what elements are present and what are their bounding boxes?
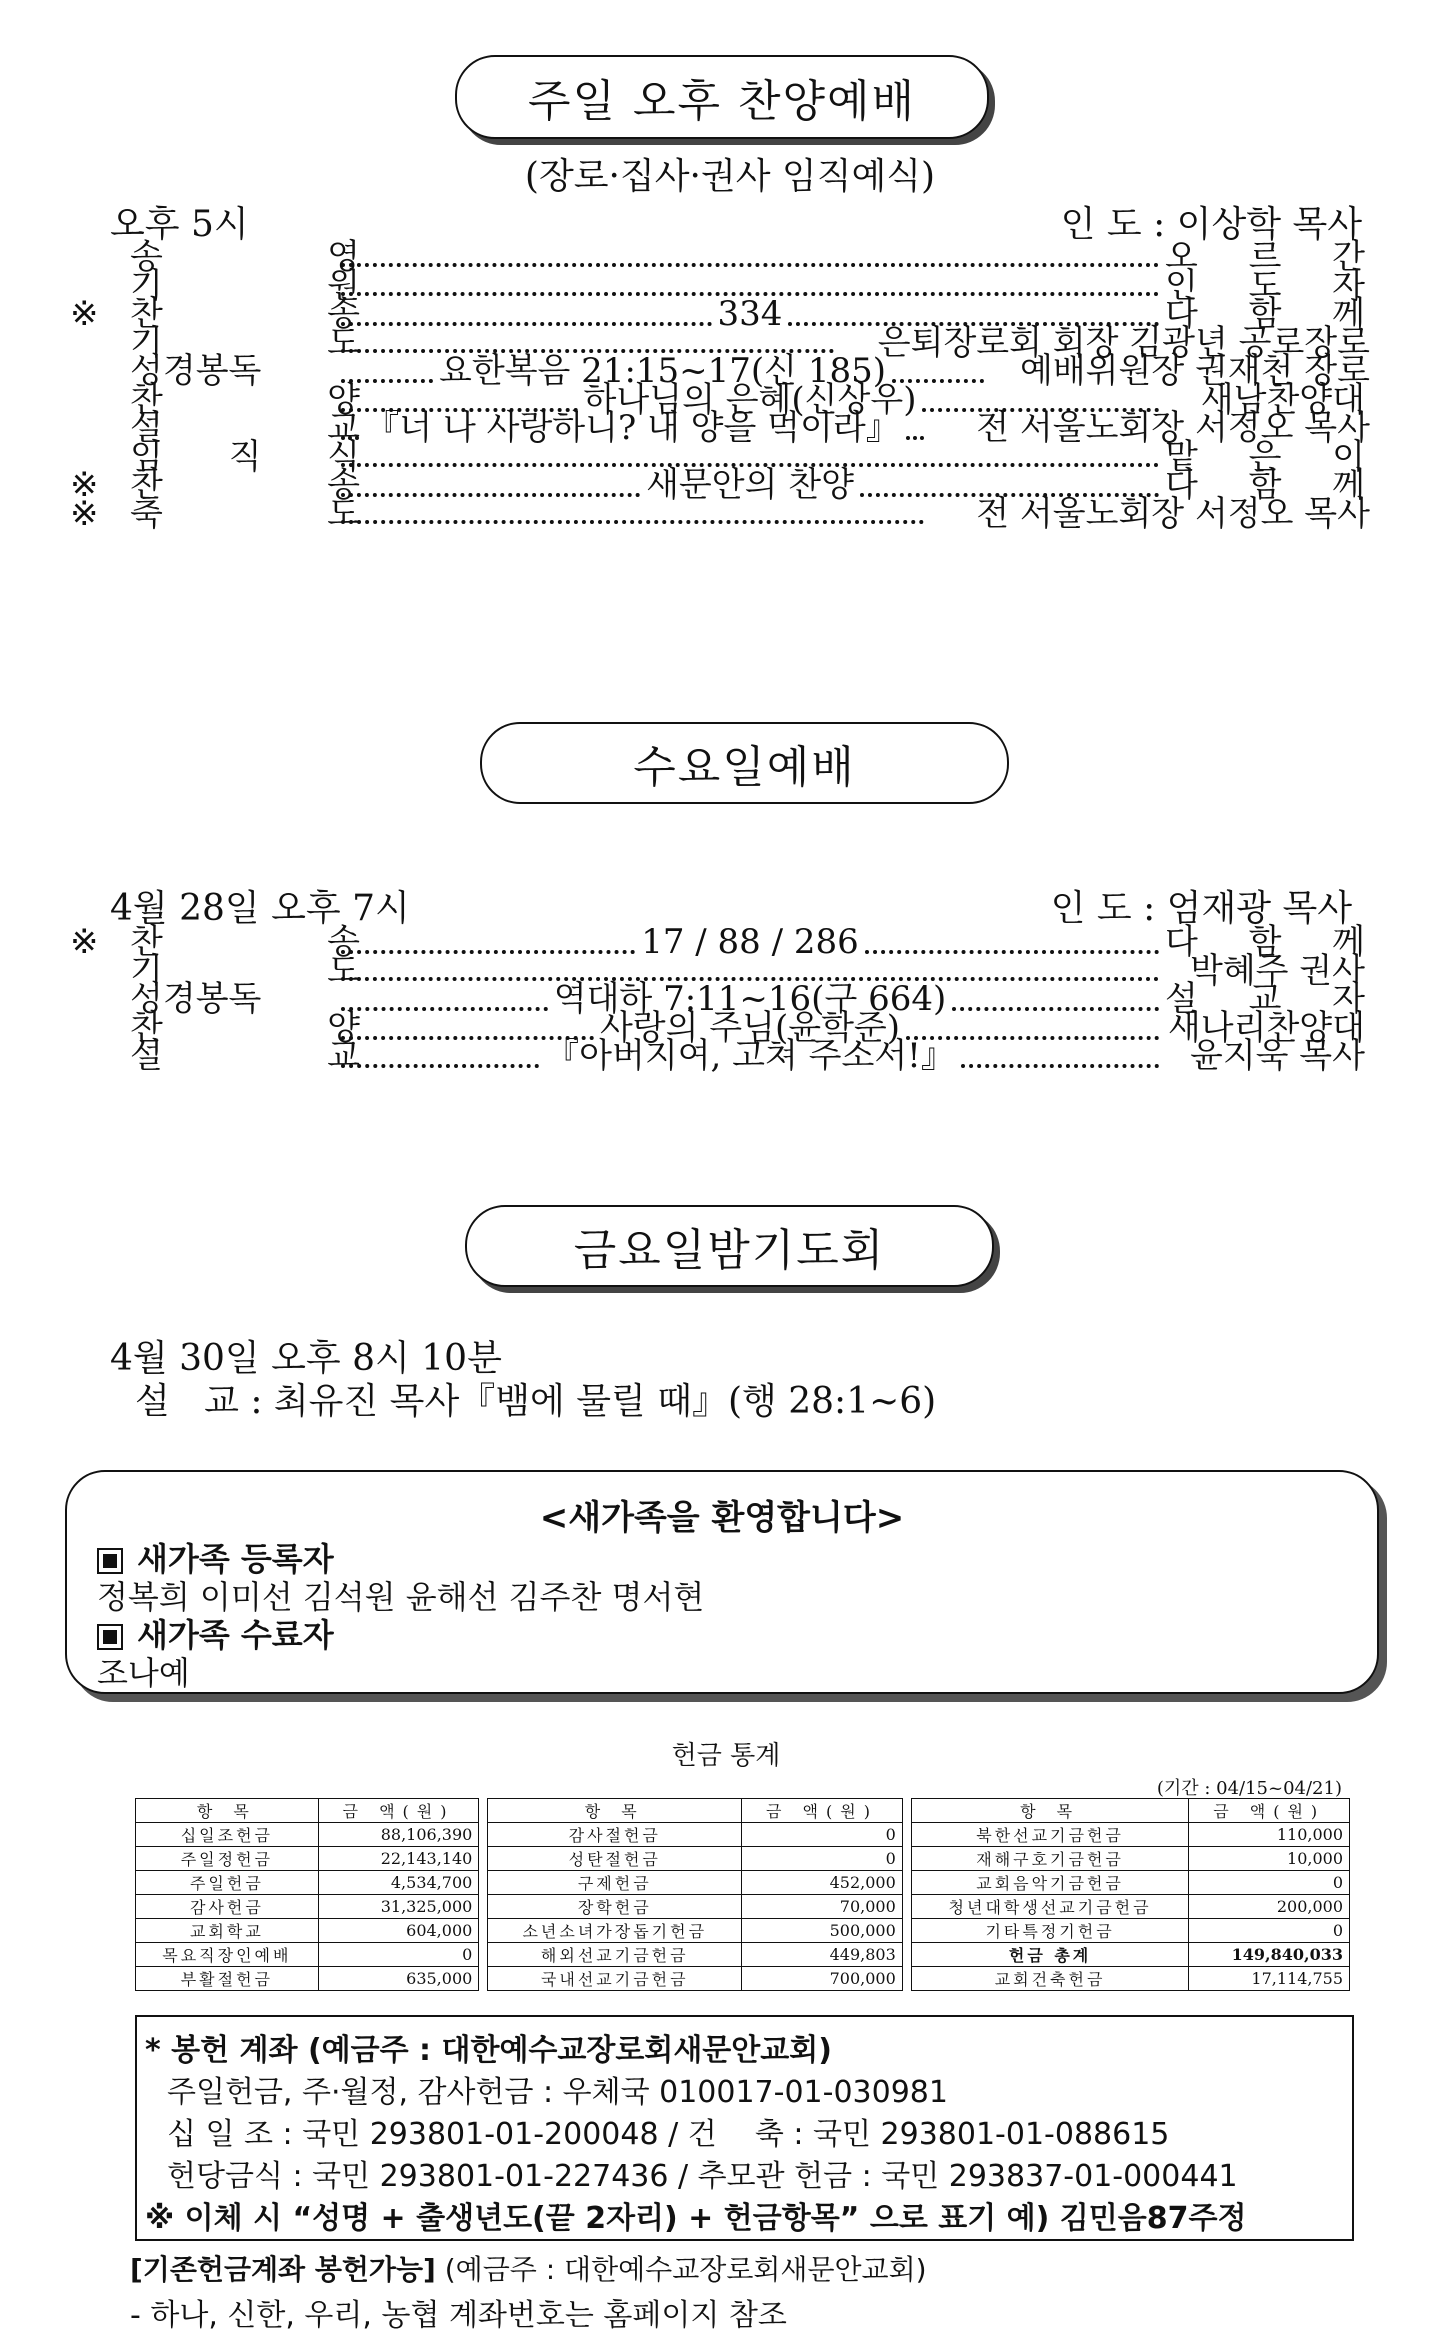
friday-title-box	[465, 1205, 994, 1287]
offering-item: 감사절헌금	[488, 1823, 742, 1847]
order-label-char: 송	[327, 465, 360, 505]
offering-item: 교회건축헌금	[911, 1967, 1189, 1991]
offering-amount: 70,000	[742, 1895, 903, 1919]
offering-item: 교회음악기금헌금	[911, 1871, 1189, 1895]
order-label	[130, 265, 360, 306]
order-person-char: 다	[1165, 465, 1198, 505]
order-person-char: 함	[1248, 922, 1282, 962]
col-header-item: 항 목	[136, 1799, 319, 1823]
offering-item: 성탄절헌금	[488, 1847, 742, 1871]
order-person-char: 르	[1248, 237, 1282, 277]
offering-amount: 700,000	[742, 1967, 903, 1991]
order-content: 17 / 88 / 286	[641, 922, 859, 962]
order-person-char: 도	[1248, 265, 1282, 306]
order-label-char: 설	[130, 408, 163, 448]
leader-dots	[961, 1044, 1159, 1068]
table-row	[136, 1871, 1350, 1895]
account-transfer-note: ※ 이체 시 “성명 + 출생년도(끝 2자리) + 헌금항목” 으로 표기 예) 김민음87주정	[145, 2201, 1247, 2236]
leader-dots	[952, 987, 1159, 1011]
order-label-char: 도	[327, 322, 360, 363]
order-person-char: 간	[1332, 237, 1365, 277]
friday-sermon: 설 교 : 최유진 목사『뱀에 물릴 때』(행 28:1~6)	[135, 1381, 937, 1422]
order-label	[130, 1036, 360, 1076]
order-label	[130, 237, 360, 277]
sunday-time: 오후 5시	[110, 204, 249, 245]
friday-title: 금요일밤기도회	[573, 1225, 886, 1276]
order-person: 전 서울노회장 서정오 목사	[976, 408, 1370, 448]
table-row	[136, 1967, 1350, 1991]
offering-amount: 0	[318, 1943, 479, 1967]
order-person-char: 다	[1165, 922, 1198, 962]
order-label-char: 임	[130, 436, 163, 477]
offering-amount: 10,000	[1189, 1847, 1350, 1871]
order-person: 은퇴장로회 회장 김광년 공로장로	[877, 322, 1370, 363]
order-label-char: 찬	[130, 465, 163, 505]
table-row	[136, 1895, 1350, 1919]
offering-amount: 0	[1189, 1919, 1350, 1943]
col-header-amount: 금 액(원)	[318, 1799, 479, 1823]
order-label-text: 성경봉독	[130, 351, 262, 391]
order-label-char: 기	[130, 950, 163, 991]
order-label-char: 찬	[130, 379, 163, 420]
order-label	[130, 436, 360, 477]
offering-amount: 604,000	[318, 1919, 479, 1943]
order-label-char: 송	[130, 237, 163, 277]
order-person: 예배위원장 권재천 장로	[1019, 351, 1370, 391]
order-label-char: 찬	[130, 294, 163, 334]
offering-item: 부활절헌금	[136, 1967, 319, 1991]
offering-amount: 22,143,140	[318, 1847, 479, 1871]
order-label-char: 송	[327, 922, 360, 962]
wednesday-leader: 인 도 : 엄재광 목사	[1050, 888, 1352, 929]
order-row	[70, 1036, 1370, 1076]
order-label-char: 송	[327, 294, 360, 334]
order-label	[130, 922, 360, 962]
newfamily-registered-names: 정복희 이미선 김석원 윤해선 김주찬 명서현	[97, 1578, 705, 1616]
leader-dots	[341, 957, 1159, 981]
order-label	[130, 1007, 360, 1048]
offering-amount: 149,840,033	[1189, 1943, 1350, 1967]
stand-mark: ※	[70, 922, 99, 962]
footer-existing-accounts: [기존헌금계좌 봉헌가능]	[130, 2253, 436, 2286]
offering-amount: 0	[742, 1823, 903, 1847]
order-body	[335, 957, 1165, 981]
col-header-item: 항 목	[488, 1799, 742, 1823]
order-label-char: 찬	[130, 922, 163, 962]
order-label	[130, 351, 360, 391]
sunday-subtitle: (장로·집사·권사 임직예식)	[524, 156, 936, 197]
account-tithe: 십 일 조 : 국민 293801-01-200048 / 건 축 : 국민 293801-01-088615	[167, 2117, 1170, 2152]
order-label-char: 양	[327, 379, 360, 420]
order-person-char: 께	[1332, 294, 1365, 334]
offering-item: 북한선교기금헌금	[911, 1823, 1189, 1847]
offering-item: 목요직장인예배	[136, 1943, 319, 1967]
order-body	[335, 1036, 1165, 1076]
order-body	[335, 408, 930, 448]
leader-dots	[341, 473, 640, 497]
order-person-char: 다	[1165, 294, 1198, 334]
order-label-char: 도	[327, 493, 360, 534]
order-body	[335, 272, 1165, 296]
order-person	[1165, 1036, 1365, 1076]
order-person-char: 오	[1165, 237, 1198, 277]
footer-line1	[130, 2248, 927, 2288]
order-content: 새문안의 찬양	[646, 465, 854, 505]
table-row	[136, 1943, 1350, 1967]
order-person-char: 께	[1332, 465, 1365, 505]
order-content: 『아버지여, 고쳐 주소서!』	[545, 1036, 955, 1076]
stand-mark: ※	[70, 465, 99, 505]
account-info-box	[135, 2015, 1354, 2241]
order-content: 사랑의 주님(윤학준)	[599, 1007, 901, 1048]
order-label-char: 교	[327, 1036, 360, 1076]
order-person-char: 함	[1248, 294, 1282, 334]
order-person-text: 윤지욱 목사	[1189, 1036, 1365, 1076]
offering-amount: 0	[742, 1847, 903, 1871]
order-label-char: 기	[130, 265, 163, 306]
leader-dots	[341, 987, 548, 1011]
order-person-text: 새남찬양대	[1200, 379, 1365, 420]
footer-account-holder: (예금주 : 대한예수교장로회새문안교회)	[435, 2253, 927, 2286]
order-label-char: 양	[327, 1007, 360, 1048]
order-label-char: 기	[130, 322, 163, 363]
order-person-char: 맡	[1165, 436, 1198, 477]
offering-item: 헌금 총계	[911, 1943, 1189, 1967]
offering-title: 헌금 통계	[671, 1741, 781, 1771]
order-row	[70, 493, 1370, 534]
offering-amount: 4,534,700	[318, 1871, 479, 1895]
order-label-char: 영	[327, 237, 360, 277]
order-content: 334	[717, 294, 783, 334]
order-content: 『너 나 사랑하니? 내 양을 먹이라』	[365, 408, 900, 448]
offering-item: 소년소녀가장돕기헌금	[488, 1919, 742, 1943]
order-label-char: 직	[228, 436, 262, 477]
leader-dots	[341, 243, 1159, 267]
offering-amount: 17,114,755	[1189, 1967, 1350, 1991]
offering-table	[135, 1798, 1350, 1991]
offering-item: 교회학교	[136, 1919, 319, 1943]
order-label-char: 교	[327, 408, 360, 448]
order-body	[335, 500, 930, 524]
offering-amount: 31,325,000	[318, 1895, 479, 1919]
order-person-text: 새나리찬양대	[1167, 1007, 1365, 1048]
wednesday-title-box	[480, 722, 1009, 804]
order-row	[70, 922, 1370, 962]
offering-amount: 88,106,390	[318, 1823, 479, 1847]
wednesday-title: 수요일예배	[633, 742, 856, 793]
order-label-char: 설	[130, 1036, 163, 1076]
order-person-char: 자	[1332, 979, 1365, 1019]
order-label-char: 찬	[130, 1007, 163, 1048]
stand-mark: ※	[70, 294, 99, 334]
offering-amount: 635,000	[318, 1967, 479, 1991]
sunday-title-box	[455, 55, 989, 139]
leader-dots	[341, 1044, 539, 1068]
account-heading: * 봉헌 계좌 (예금주 : 대한예수교장로회새문안교회)	[145, 2033, 832, 2068]
stand-mark: ※	[70, 493, 99, 534]
order-person: 전 서울노회장 서정오 목사	[976, 493, 1370, 534]
order-person-char: 함	[1248, 465, 1282, 505]
completed-label: 새가족 수료자	[137, 1616, 334, 1654]
order-person-text: 박혜주 권사	[1189, 950, 1365, 991]
offering-header-row	[136, 1799, 1350, 1823]
offering-item: 국내선교기금헌금	[488, 1967, 742, 1991]
leader-dots	[341, 329, 834, 353]
order-label	[130, 493, 360, 534]
order-content: 역대하 7:11~16(구 664)	[553, 979, 947, 1019]
offering-item: 기타특정기헌금	[911, 1919, 1189, 1943]
offering-item: 청년대학생선교기금헌금	[911, 1895, 1189, 1919]
order-label	[130, 379, 360, 420]
offering-amount: 500,000	[742, 1919, 903, 1943]
order-body	[335, 329, 840, 353]
offering-item: 장학헌금	[488, 1895, 742, 1919]
offering-item: 십일조헌금	[136, 1823, 319, 1847]
order-label	[130, 979, 360, 1019]
order-person-char: 인	[1165, 265, 1198, 306]
order-label-char: 원	[327, 265, 360, 306]
order-label	[130, 294, 360, 334]
account-dedication: 헌당금식 : 국민 293801-01-227436 / 추모관 헌금 : 국민 293837-01-000441	[167, 2159, 1238, 2194]
offering-amount: 110,000	[1189, 1823, 1350, 1847]
registered-label: 새가족 등록자	[137, 1540, 334, 1578]
leader-dots	[341, 930, 635, 954]
offering-amount: 200,000	[1189, 1895, 1350, 1919]
offering-item: 구제헌금	[488, 1871, 742, 1895]
table-row	[136, 1823, 1350, 1847]
offering-item: 주일헌금	[136, 1871, 319, 1895]
offering-item: 주일정헌금	[136, 1847, 319, 1871]
order-person-char: 교	[1248, 979, 1282, 1019]
offering-item: 재해구호기금헌금	[911, 1847, 1189, 1871]
col-header-item: 항 목	[911, 1799, 1189, 1823]
order-label	[130, 465, 360, 505]
offering-amount: 449,803	[742, 1943, 903, 1967]
order-label-text: 성경봉독	[130, 979, 262, 1019]
order-person-char: 께	[1332, 922, 1365, 962]
table-row	[136, 1919, 1350, 1943]
order-person-char: 은	[1248, 436, 1282, 477]
order-person-char: 설	[1165, 979, 1198, 1019]
leader-dots	[341, 500, 924, 524]
order-person-char: 자	[1332, 265, 1365, 306]
offering-item: 해외선교기금헌금	[488, 1943, 742, 1967]
order-content: 요한복음 21:15~17(신 185)	[439, 351, 886, 391]
leader-dots	[341, 302, 712, 326]
table-row	[136, 1847, 1350, 1871]
offering-amount: 452,000	[742, 1871, 903, 1895]
order-label-char: 식	[327, 436, 360, 477]
order-person-char: 이	[1332, 436, 1365, 477]
col-header-amount: 금 액(원)	[742, 1799, 903, 1823]
order-label-char: 축	[130, 493, 163, 534]
order-content: 하나님의 은혜(신상우)	[583, 379, 917, 420]
leader-dots	[341, 272, 1159, 296]
offering-period: (기간 : 04/15~04/21)	[1156, 1778, 1342, 1799]
offering-item: 감사헌금	[136, 1895, 319, 1919]
square-bullet-icon	[97, 1624, 123, 1650]
footer-line2: - 하나, 신한, 우리, 농협 계좌번호는 홈페이지 참조	[130, 2298, 787, 2333]
leader-dots	[341, 443, 1159, 467]
leader-dots	[865, 930, 1159, 954]
account-sunday: 주일헌금, 주·월정, 감사헌금 : 우체국 010017-01-030981	[167, 2075, 948, 2110]
wednesday-time: 4월 28일 오후 7시	[110, 888, 410, 929]
square-bullet-icon	[97, 1548, 123, 1574]
order-label-char: 도	[327, 950, 360, 991]
order-body	[335, 443, 1165, 467]
newfamily-box	[65, 1470, 1379, 1694]
order-body	[335, 922, 1165, 962]
sunday-title: 주일 오후 찬양예배	[527, 76, 916, 127]
leader-dots	[906, 416, 924, 440]
newfamily-completed-names: 조나예	[97, 1654, 190, 1692]
order-body	[335, 243, 1165, 267]
newfamily-title: <새가족을 환영합니다>	[539, 1498, 905, 1538]
offering-amount: 0	[1189, 1871, 1350, 1895]
friday-time: 4월 30일 오후 8시 10분	[110, 1338, 502, 1379]
col-header-amount: 금 액(원)	[1189, 1799, 1350, 1823]
sunday-leader: 인 도 : 이상학 목사	[1060, 204, 1362, 245]
